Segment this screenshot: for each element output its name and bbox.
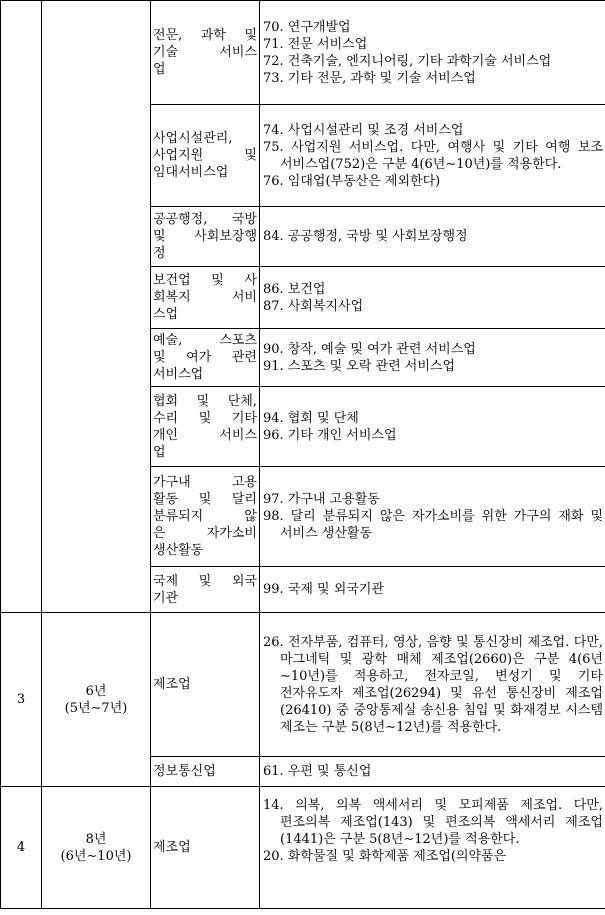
list-item: 91. 스포츠 및 오락 관련 서비스업 xyxy=(263,358,456,374)
category-line: 기술 서비스 xyxy=(153,45,257,60)
row-number-cell: 4 xyxy=(1,787,42,909)
period-cell xyxy=(42,787,151,909)
items-cell xyxy=(260,567,605,613)
category-line: 스업 xyxy=(153,307,179,322)
list-item: 70. 연구개발업 xyxy=(263,19,351,35)
category-line: 보건업 및 사 xyxy=(153,273,257,288)
period-line: (5년∼7년) xyxy=(64,700,128,716)
items-cell xyxy=(260,329,605,387)
row-number-cell xyxy=(1,1,42,613)
category-line: 정 xyxy=(153,246,166,261)
category-line: 사업지원 및 xyxy=(153,148,257,163)
category-cell xyxy=(151,105,260,207)
category-line: 예술, 스포츠 xyxy=(153,333,257,348)
list-item: 96. 기타 개인 서비스업 xyxy=(263,427,397,443)
category-line: 임대서비스업 xyxy=(153,165,229,180)
items-cell xyxy=(260,467,605,567)
category-line: 협회 및 단체, xyxy=(153,393,257,409)
list-item: 97. 가구내 고용활동 xyxy=(263,492,380,507)
category-cell xyxy=(151,567,260,613)
period-line: 6년 xyxy=(85,683,107,699)
list-item: 86. 보건업 xyxy=(263,281,326,297)
items-cell xyxy=(260,387,605,467)
category-line: 공공행정, 국방 xyxy=(153,212,257,227)
items-cell xyxy=(260,757,605,787)
list-item: 73. 기타 전문, 과학 및 기술 서비스업 xyxy=(263,70,476,86)
category-line: 가구내 고용 xyxy=(153,475,257,490)
items-cell xyxy=(260,207,605,267)
list-item: 76. 임대업(부동산은 제외한다) xyxy=(263,173,441,189)
table-row xyxy=(1,1,605,105)
period-line: 8년 xyxy=(85,831,107,847)
list-item: 20. 화학물질 및 화학제품 제조업(의약품은 xyxy=(263,849,507,864)
category-line: 제조업 xyxy=(153,840,191,855)
category-line: 회복지 서비 xyxy=(153,290,257,305)
items-cell xyxy=(260,267,605,329)
list-item: 99. 국제 및 외국기관 xyxy=(263,582,384,597)
list-item: 72. 건축기술, 엔지니어링, 기타 과학기술 서비스업 xyxy=(263,53,552,69)
category-line: 전문, 과학 및 xyxy=(153,28,257,43)
category-cell xyxy=(151,1,260,105)
category-line: 업 xyxy=(153,444,166,460)
row-number-cell: 3 xyxy=(1,613,42,787)
list-item: 94. 협회 및 단체 xyxy=(263,410,359,426)
items-cell xyxy=(260,105,605,207)
category-line: 및 여가 관련 xyxy=(153,350,257,365)
category-line: 개인 서비스 xyxy=(153,427,257,443)
period-cell xyxy=(42,613,151,787)
category-line: 업 xyxy=(153,62,166,77)
list-item: 26. 전자부품, 컴퓨터, 영상, 음향 및 통신장비 제조업. 다만, 마그네틱 및 광학 매체 제조업(2660)은 구분 4(6년∼10년)를 적용하고, 전자코일, 변성기 및 기타 전자유도자 제조업(26294) 및 유선 통신장비 제조업(26410) 중 중앙통제실 송신용 침입 및 화재경보 시스템 제조는 구분 5(8년∼12년)를 적용한다. xyxy=(263,634,603,735)
list-item: 14. 의복, 의복 액세서리 및 모피제품 제조업. 다만, 편조의복 제조업(143) 및 편조의복 액세서리 제조업(1441)은 구분 5(8년∼12년)를 적용한다. xyxy=(263,798,603,847)
items-cell xyxy=(260,1,605,105)
category-line: 제조업 xyxy=(153,677,191,692)
list-item: 74. 사업시설관리 및 조경 서비스업 xyxy=(263,122,464,138)
category-line: 은 자가소비 xyxy=(153,526,257,541)
period-line: (6년∼10년) xyxy=(60,848,132,864)
category-cell xyxy=(151,207,260,267)
category-line: 생산활동 xyxy=(153,543,204,558)
category-line: 정보통신업 xyxy=(153,764,216,779)
category-line: 기관 xyxy=(153,590,179,606)
list-item: 90. 창작, 예술 및 여가 관련 서비스업 xyxy=(263,341,476,357)
category-line: 활동 및 달리 xyxy=(153,492,257,507)
category-cell xyxy=(151,613,260,757)
category-cell xyxy=(151,387,260,467)
table-row xyxy=(1,787,605,909)
category-line: 분류되지 않 xyxy=(153,509,257,524)
list-item: 71. 전문 서비스업 xyxy=(263,36,368,52)
category-cell xyxy=(151,267,260,329)
list-item: 87. 사회복지사업 xyxy=(263,298,364,314)
category-line: 사업시설관리, xyxy=(153,131,233,146)
list-item: 75. 사업지원 서비스업. 다만, 여행사 및 기타 여행 보조 서비스업(752)은 구분 4(6년∼10년)를 적용한다. xyxy=(263,139,603,172)
list-item: 84. 공공행정, 국방 및 사회보장행정 xyxy=(263,229,468,244)
category-cell xyxy=(151,787,260,909)
category-line: 국제 및 외국 xyxy=(153,573,257,589)
category-line: 서비스업 xyxy=(153,367,204,382)
table-row xyxy=(1,613,605,757)
list-item: 98. 달리 분류되지 않은 자가소비를 위한 가구의 재화 및 서비스 생산활동 xyxy=(263,509,603,541)
list-item: 61. 우편 및 통신업 xyxy=(263,764,372,779)
category-line: 수리 및 기타 xyxy=(153,410,257,426)
period-cell xyxy=(42,1,151,613)
items-cell xyxy=(260,787,605,909)
category-cell xyxy=(151,467,260,567)
category-cell xyxy=(151,757,260,787)
items-cell xyxy=(260,613,605,757)
category-cell xyxy=(151,329,260,387)
category-line: 및 사회보장행 xyxy=(153,229,257,244)
